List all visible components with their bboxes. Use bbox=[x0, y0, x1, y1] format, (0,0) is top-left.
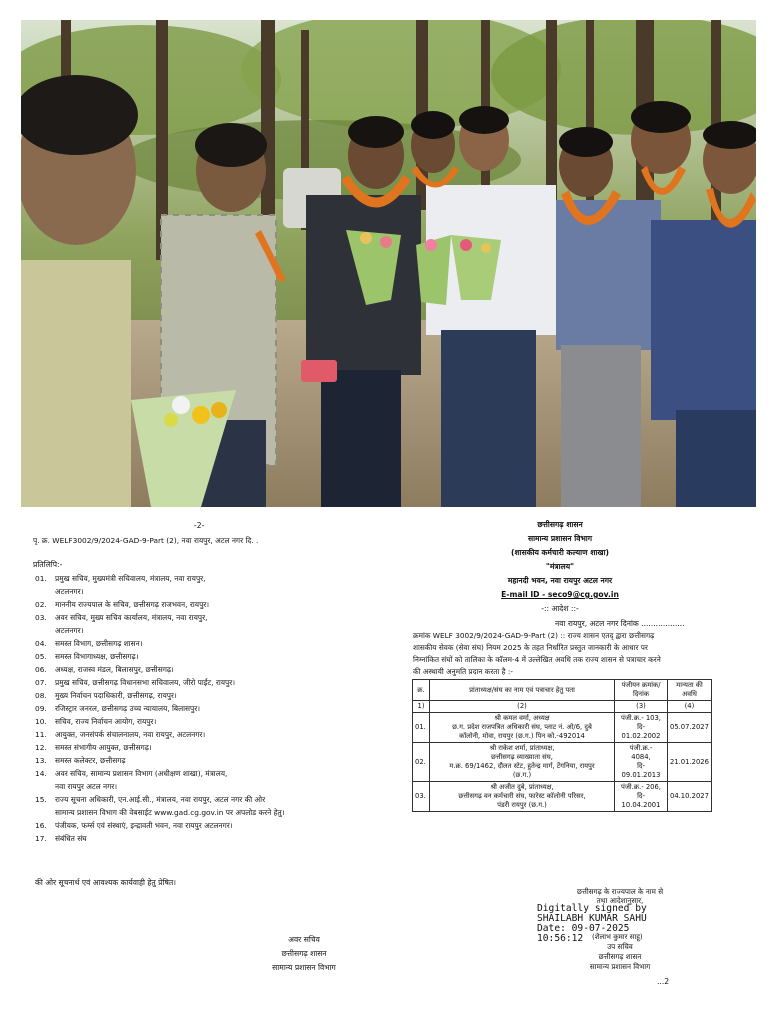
item-number: 10. bbox=[35, 717, 47, 726]
item-number: 02. bbox=[35, 600, 47, 609]
address-heading: महानदी भवन, नवा रायपुर अटल नगर bbox=[507, 576, 613, 585]
distribution-item bbox=[35, 728, 335, 741]
item-number: 13. bbox=[35, 756, 47, 765]
item-number: 09. bbox=[35, 704, 47, 713]
order-line: क्रमांक WELF 3002/9/2024-GAD-9-Part (2) :: राज्य शासन एतद् द्वारा छत्तीसगढ़ bbox=[413, 631, 655, 640]
order-line: शासकीय सेवक (सेवा संघ) नियम 2025 के तहत निर्धारित प्रस्तुत जानकारी के आधार पर bbox=[413, 643, 648, 652]
signatory-name: (शैलाभ कुमार साहू) bbox=[592, 933, 643, 941]
left-sign-govt: छत्तीसगढ़ शासन bbox=[281, 949, 327, 958]
distribution-item bbox=[35, 715, 335, 728]
address-line: छ.ग. प्रदेश राजपत्रित अधिकारी संघ, प्लाट नं. ओ/6, दुबे bbox=[452, 723, 592, 731]
row-registration bbox=[615, 782, 668, 812]
item-number: 05. bbox=[35, 652, 47, 661]
distribution-item bbox=[35, 819, 335, 832]
left-sign-dept: सामान्य प्रशासन विभाग bbox=[272, 963, 336, 972]
item-text: प्रमुख सचिव, छत्तीसगढ़ विधानसभा सचिवालय, जीरो पाईंट, रायपुर। bbox=[55, 678, 236, 687]
distribution-item bbox=[35, 767, 335, 780]
col-number: (4) bbox=[668, 701, 712, 713]
signatory-designation: उप सचिव bbox=[607, 942, 633, 951]
distribution-item bbox=[35, 650, 335, 663]
mantralaya-heading: "मंत्रालय" bbox=[545, 562, 575, 571]
distribution-item bbox=[35, 572, 335, 585]
item-number: 15. bbox=[35, 795, 47, 804]
row-validity: 21.01.2026 bbox=[668, 743, 712, 782]
row-address bbox=[430, 743, 615, 782]
item-text: नवा रायपुर अटल नगर। bbox=[55, 782, 118, 791]
branch-heading: (शासकीय कर्मचारी कल्याण शाखा) bbox=[510, 548, 610, 557]
item-text: राज्य सूचना अधिकारी, एन.आई.सी., मंत्रालय, नवा रायपुर, अटल नगर की ओर bbox=[55, 795, 266, 804]
digital-signature-date: Date: 09-07-2025 bbox=[537, 923, 630, 934]
registration-line: पंजी.क्र.- 206, bbox=[621, 783, 661, 791]
address-line: श्री अजीत दुबे, प्रांताध्यक्ष, bbox=[490, 783, 554, 791]
order-paragraph bbox=[413, 630, 723, 678]
distribution-item bbox=[35, 832, 335, 845]
table-row bbox=[413, 743, 712, 782]
distribution-item bbox=[35, 806, 335, 819]
page-number: -2- bbox=[194, 521, 205, 530]
signatory-govt: छत्तीसगढ़ शासन bbox=[598, 952, 642, 961]
item-number: 16. bbox=[35, 821, 47, 830]
col-header-name: प्रांताध्यक्ष/संघ का नाम एवं पत्राचार हेतु पता bbox=[430, 680, 615, 701]
col-number: (3) bbox=[615, 701, 668, 713]
distribution-item bbox=[35, 793, 335, 806]
item-number: 04. bbox=[35, 639, 47, 648]
order-line: की अस्थायी अनुमति प्रदान करता है :- bbox=[413, 667, 513, 676]
table-row bbox=[413, 782, 712, 812]
item-text: रजिस्ट्रार जनरल, छत्तीसगढ़ उच्च न्यायालय, बिलासपुर। bbox=[55, 704, 201, 713]
item-number: 14. bbox=[35, 769, 47, 778]
item-text: सचिव, राज्य निर्वाचन आयोग, रायपुर। bbox=[55, 717, 157, 726]
registration-line: दि- bbox=[637, 762, 645, 770]
row-sno: 02. bbox=[413, 743, 430, 782]
next-page-marker: ...2 bbox=[657, 977, 670, 986]
registration-line: दि- bbox=[637, 792, 645, 800]
address-line: छत्तीसगढ़ वन कर्मचारी संघ, फारेस्ट कॉलोनी परिसर, bbox=[458, 792, 586, 800]
col-header-sno: क्र. bbox=[413, 680, 430, 701]
item-text: आयुक्त, जनसंपर्क संचालनालय, नवा रायपुर, अटलनगर। bbox=[55, 730, 206, 739]
item-number: 01. bbox=[35, 574, 47, 583]
address-line: पंडरी रायपुर (छ.ग.) bbox=[497, 801, 547, 809]
distribution-item bbox=[35, 702, 335, 715]
row-sno: 03. bbox=[413, 782, 430, 812]
item-number: 17. bbox=[35, 834, 47, 843]
item-text: अटलनगर। bbox=[55, 626, 84, 635]
item-text: अध्यक्ष, राजस्व मंडल, बिलासपुर, छत्तीसगढ़। bbox=[55, 665, 174, 674]
item-number: 11. bbox=[35, 730, 47, 739]
row-registration bbox=[615, 713, 668, 743]
item-number: 12. bbox=[35, 743, 47, 752]
address-line: छत्तीसगढ़ व्याख्याता संघ, bbox=[491, 753, 553, 761]
distribution-item bbox=[35, 598, 335, 611]
registration-table bbox=[412, 679, 712, 812]
dept-heading: सामान्य प्रशासन विभाग bbox=[527, 534, 593, 543]
registration-line: 01.02.2002 bbox=[621, 732, 661, 740]
distribution-item bbox=[35, 676, 335, 689]
closing-line: की ओर सूचनार्थ एवं आवश्यक कार्यवाही हेतु प्रेषित। bbox=[35, 878, 177, 887]
col-number: 1) bbox=[413, 701, 430, 713]
item-text: समस्त कलेक्टर, छत्तीसगढ़ bbox=[55, 756, 126, 765]
distribution-item bbox=[35, 754, 335, 767]
item-text: समस्त विभाग, छत्तीसगढ़ शासन। bbox=[55, 639, 143, 648]
row-address bbox=[430, 782, 615, 812]
distribution-item bbox=[35, 780, 335, 793]
row-validity: 04.10.2027 bbox=[668, 782, 712, 812]
registration-line: 10.04.2001 bbox=[621, 801, 661, 809]
left-sign-designation: अवर सचिव bbox=[288, 935, 320, 944]
distribution-item bbox=[35, 585, 335, 598]
governor-line: छत्तीसगढ़ के राज्यपाल के नाम से bbox=[576, 887, 664, 896]
col-header-validity: मान्यता की अवधि bbox=[668, 680, 712, 701]
orders-line: तथा आदेशानुसार, bbox=[596, 896, 644, 905]
item-text: सामान्य प्रशासन विभाग की वेबसाईट www.gad.cg.gov.in पर अपलोड करने हेतु। bbox=[55, 808, 285, 817]
item-number: 03. bbox=[35, 613, 47, 622]
address-line: (छ.ग.) bbox=[512, 771, 532, 779]
registration-line: 09.01.2013 bbox=[621, 771, 661, 779]
address-line: म.क्र. 69/1462, दौलत स्टेट, हुतेन्द्र मार्ग, टेंगनिया, रायपुर bbox=[449, 762, 595, 770]
reference-line: पृ. क्र. WELF3002/9/2024-GAD-9-Part (2), नवा रायपुर, अटल नगर दि. . bbox=[33, 536, 259, 545]
item-text: संबंधित संघ bbox=[55, 834, 87, 843]
copy-to-heading: प्रतिलिपि:- bbox=[33, 560, 63, 569]
item-text: अवर सचिव, सामान्य प्रशासन विभाग (अधीक्षण शाखा), मंत्रालय, bbox=[55, 769, 228, 778]
email-heading: E-mail ID - seco9@cg.gov.in bbox=[501, 590, 619, 599]
item-text: समस्त विभागाध्यक्ष, छत्तीसगढ़। bbox=[55, 652, 139, 661]
row-sno: 01. bbox=[413, 713, 430, 743]
distribution-item bbox=[35, 624, 335, 637]
row-validity: 05.07.2027 bbox=[668, 713, 712, 743]
group-photo bbox=[21, 20, 756, 507]
table-row bbox=[413, 713, 712, 743]
signatory-dept: सामान्य प्रशासन विभाग bbox=[589, 962, 651, 971]
distribution-item bbox=[35, 663, 335, 676]
item-text: अटलनगर। bbox=[55, 587, 84, 596]
registration-line: पंजी.क्र.- bbox=[629, 744, 653, 752]
item-text: समस्त संभागीय आयुक्त, छत्तीसगढ़। bbox=[55, 743, 152, 752]
digital-signature-time: 10:56:12 bbox=[537, 933, 584, 944]
item-text: पंजीयक, फर्म्स एवं संस्थाएं, इन्द्रावती भवन, नवा रायपुर अटलनगर। bbox=[55, 821, 233, 830]
govt-heading: छत्तीसगढ़ शासन bbox=[537, 520, 583, 529]
address-line: श्री कमल वर्मा, अध्यक्ष bbox=[494, 714, 550, 722]
order-line: निम्नांकित संघों को तालिका के कॉलम-4 में उल्लेखित अवधि तक राज्य शासन से पत्राचार करने bbox=[413, 655, 661, 664]
item-text: माननीय राज्यपाल के सचिव, छत्तीसगढ़ राजभवन, रायपुर। bbox=[55, 600, 210, 609]
item-text: अवर सचिव, मुख्य सचिव कार्यालय, मंत्रालय, नवा रायपुर, bbox=[55, 613, 208, 622]
registration-line: 4084, bbox=[631, 753, 651, 761]
distribution-list bbox=[35, 572, 335, 845]
row-registration bbox=[615, 743, 668, 782]
row-address bbox=[430, 713, 615, 743]
col-number: (2) bbox=[430, 701, 615, 713]
digital-signature-name: SHAILABH KUMAR SAHU bbox=[537, 913, 647, 924]
registration-line: पंजी.क्र.- 103, bbox=[621, 714, 661, 722]
item-number: 06. bbox=[35, 665, 47, 674]
col-header-reg: पंजीयन क्रमांक/ दिनांक bbox=[615, 680, 668, 701]
distribution-item bbox=[35, 611, 335, 624]
distribution-item bbox=[35, 741, 335, 754]
digital-signature-line1: Digitally signed by bbox=[537, 903, 647, 914]
item-text: मुख्य निर्वाचन पदाधिकारी, छत्तीसगढ़, रायपुर। bbox=[55, 691, 177, 700]
order-heading: -:: आदेश ::- bbox=[541, 604, 579, 613]
address-line: श्री राकेश शर्मा, प्रांताध्यक्ष, bbox=[489, 744, 555, 752]
item-number: 08. bbox=[35, 691, 47, 700]
place-date-line: नवा रायपुर, अटल नगर दिनांक .................. bbox=[555, 619, 685, 628]
address-line: कॉलोनी, मोवा, रायपुर (छ.ग.) पिन को.-492014 bbox=[459, 732, 585, 740]
item-text: प्रमुख सचिव, मुख्यमंत्री सचिवालय, मंत्रालय, नवा रायपुर, bbox=[55, 574, 206, 583]
item-number: 07. bbox=[35, 678, 47, 687]
registration-line: दि- bbox=[637, 723, 645, 731]
distribution-item bbox=[35, 689, 335, 702]
distribution-item bbox=[35, 637, 335, 650]
